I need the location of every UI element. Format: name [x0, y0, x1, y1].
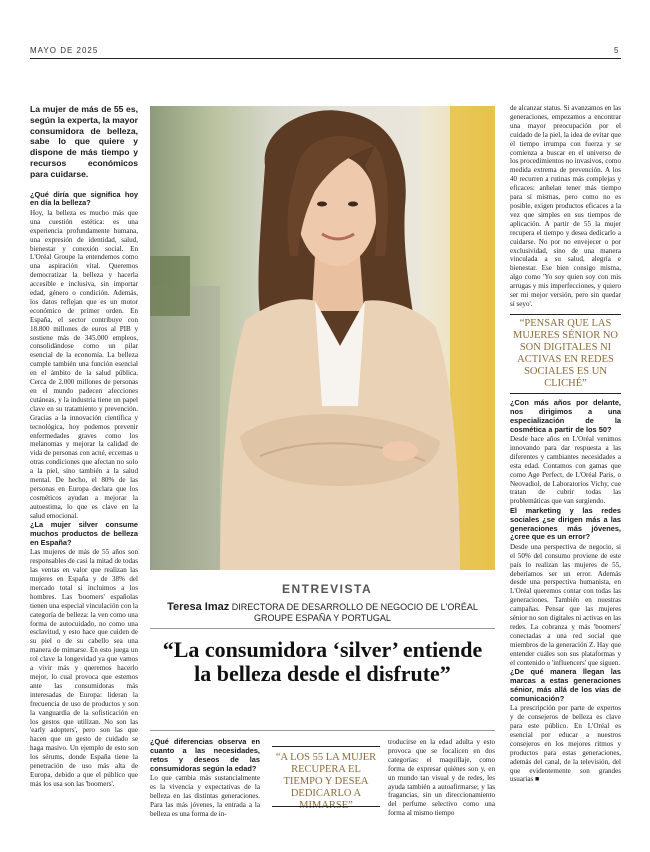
column-3: [388, 738, 495, 852]
answer-col3: troducirse en la edad adulta y esto provoca que se focalicen en dos categorías: el maquillaje, como forma de expresar quiénes son y, en un mundo tan visual y de redes, les ayuda también a autoafirmarse; y las fragancias, sin un direccionamiento del perfume selectivo como una forma al mismo tiempo: [388, 738, 495, 818]
question-col4-2: ¿Con más años por delante, nos dirigimos a una especialización de la cosmética a partir de los 50?: [510, 397, 621, 434]
question-2: ¿La mujer silver consume muchos productos de belleza en España?: [30, 520, 138, 547]
column-1: [30, 104, 138, 852]
column-2: [150, 738, 260, 852]
answer-1: Hoy, la belleza es mucho más que una cuestión estética: es una experiencia profundamente humana, una expresión de identidad, salud, bienestar y conexión social. En L'Oréal Groupe la entendemos como una aspiración vital. Queremos democratizar la belleza y hacerla accesible e inclusiva, sin importar edad, género o condición. Además, los datos reflejan que es un motor económico de primer orden. En España, el sector contribuye con 18.800 millones de euros al PIB y sostiene más de 345.000 empleos, consolidándose como un pilar esencial de la economía. La belleza cumple también una función esencial en el ámbito de la salud pública. Cerca de 2.000 millones de personas en el mundo padecen afecciones cutáneas, y la industria tiene un papel clave en su tratamiento y prevención. Gracias a la innovación científica y tecnológica, hoy podemos prevenir enfermedades graves como los melanomas y mejorar la calidad de vida de personas con acné, eccemas u otras condiciones que afectan no solo a la piel, sino también a la salud mental. De hecho, el 80% de las personas en Europa declara que los cosméticos ayudan a mejorar la autoestima, lo que es clave en la salud emocional.: [30, 208, 138, 520]
pull-quote-1: “A LOS 55 LA MUJER RECUPERA EL TIEMPO Y DESEA DEDICARLO A: [275, 752, 377, 799]
headline: “La consumidora ‘silver’ entiende la belleza desde el disfrute”: [162, 637, 483, 686]
answer-col4-4: La prescripción por parte de expertos y de consejeros de belleza es clave para este público. En L'Oréal es esencial por educar a nuestros consejeros en los mejores ritmos y productos para estas generaciones, además del canal, de la televisión, del que evidentemente son grandes usuarias ■: [510, 704, 621, 784]
answer-col2: Lo que cambia más sustancialmente es la vivencia y expectativas de la belleza en las distintas generaciones. Para las más jóvenes, la entrada a la belleza es una forma de in-: [150, 774, 260, 818]
lead-paragraph: La mujer de más de 55 es, según la experta, la mayor consumidora de belleza, sabe lo que quiere y dispone de más tiempo y recursos económicos para cuidarse.: [30, 104, 138, 179]
answer-col4-1: de alcanzar status. Si avanzamos en las generaciones, empezamos a encontrar una mayor preocupación por el cuidado de la piel, la idea de evitar que el tiempo irrumpa con fuerza y se comienza a buscar en el universo de los procedimientos no invasivos, como medida extrema de prevención. A los 40 recurren a rutinas más complejas y eficaces: anhelan tener más tiempo para sí mismas, pero como no es posible, exigen productos eficaces a la vez que simples en sus tiempos de aplicación. A partir de 55 la mujer recupera el tiempo y desea dedicarlo a cuidarse. No por no envejecer o por exclusividad, sino de una manera vinculada a su salud, alegría e bienestar. Ese bien consigo misma, algo como 'Yo soy quien soy con mis arrugas y mis imperfecciones, y quiero ser mi mejor versión, pero sin quedar sí seyo'.: [510, 104, 621, 308]
interviewee-name: Teresa Imaz: [167, 601, 230, 613]
question-1: ¿Qué diría que significa hoy en día la belleza?: [30, 189, 138, 208]
column-4: [510, 104, 621, 852]
portrait-illustration: [150, 106, 495, 570]
pullquote-rule-top: [272, 746, 380, 747]
interviewee-role: DIRECTORA DE DESARROLLO DE NEGOCIO DE L'ORÉAL GROUPE ESPAÑA Y PORTUGAL: [231, 602, 478, 623]
answer-col4-3: Desde una perspectiva de negocio, si el 50% del consumo proviene de este país lo realizan las mujeres de 55, deberíamos ser un error. Además desde una perspectiva humanista, en L'Oréal queremos contar con todas las generaciones. También en nuestras campañas. Pensar que las mujeres sénior no son digitales ni activas en las redes. La cobranza y más 'boomers' conectadas a una red social que miembros de la generación Z. Hay que entender cuáles son sus plataformas y el contenido o 'influencers' que siguen.: [510, 542, 621, 667]
portrait-photo: [150, 106, 495, 570]
answer-2: Las mujeres de más de 55 años son responsables de casi la mitad de todas las ventas en valor que realizan las mujeres en España y de 38% del mercado total si incluimos a los hombres. Las 'boomers' españolas tienen una especial vinculación con la categoría de belleza: la ven como una forma de autocuidado, no como una esclavitud, y esto hace que cuiden de su piel o de su cabello sea una manera de mimarse. En esto juega un rol clave la longevidad ya que vamos a vivir más y queremos hacerlo mejor, lo cual provoca que estemos ante las consumidoras más interesadas de Europa: lideran la frecuencia de uso de productos y son la vanguardia de la sofisticación en los gestos que utilizan. No son las 'early adopters', pero son las que hacen que un gesto de cuidado se haga masivo. Un ejemplo de esto son los sérums, donde España tiene la penetración de uso más alta de Europa, debido a que el público que más los usa son las 'boomers'.: [30, 548, 138, 788]
question-col4-4: ¿De qué manera llegan las marcas a estas generaciones sénior, más allá de los vías de comunicación?: [510, 667, 621, 703]
page-date: MAYO DE 2025: [30, 46, 99, 55]
page-number: 5: [614, 46, 620, 55]
byline: [150, 602, 495, 624]
question-col2: ¿Qué diferencias observa en cuanto a las necesidades, retos y deseos de las consumidoras según la edad?: [150, 738, 260, 773]
pullquote-rule: [510, 314, 621, 315]
question-col4-3: El marketing y las redes sociales ¿se dirigen más a las generaciones más jóvenes, ¿cree que es un error?: [510, 505, 621, 542]
pull-quote-2: “PENSAR QUE LAS MUJERES SÉNIOR NO SON DIGITALES NI ACTIVAS EN REDES SOCIALES ES UN CLICHÉ”: [512, 317, 618, 389]
pullquote-rule-2: [510, 393, 621, 394]
spacer: [30, 180, 138, 190]
title-rule-bottom: [150, 730, 495, 731]
section-kicker: ENTREVISTA: [282, 582, 373, 596]
header-rule: [30, 58, 621, 59]
answer-col4-2: Desde hace años en L'Oréal venimos innovando para dar respuesta a las diferentes y cambiantes necesidades a esta edad. Contamos con gamas que como Age Perfect, de L'Oréal Paris, o Neovadiol, de Laboratorios Vichy, cue tratan de cubrir todas las problemáticas que van surgiendo.: [510, 434, 621, 506]
title-rule: [150, 628, 495, 629]
pullquote-rule-bottom: [272, 806, 380, 807]
